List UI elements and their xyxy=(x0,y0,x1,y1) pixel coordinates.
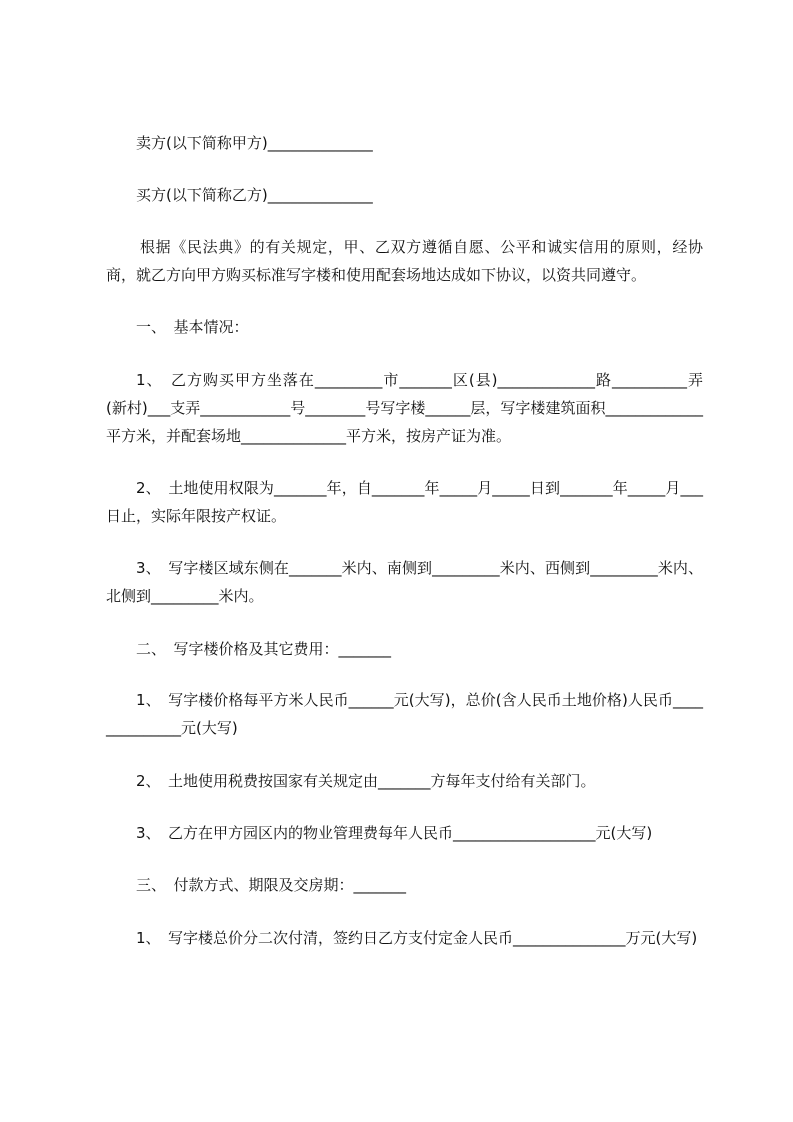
section-3-clause-1: 1、 写字楼总价分二次付清，签约日乙方支付定金人民币_______________万元(大写) xyxy=(136,929,698,947)
section-2-heading: 二、 写字楼价格及其它费用：_______ xyxy=(136,640,392,658)
intro-paragraph: 根据《民法典》的有关规定，甲、乙双方遵循自愿、公平和诚实信用的原则，经协商，就乙方向甲方购买标准写字楼和使用配套场地达成如下协议，以资共同遵守。 xyxy=(106,238,703,284)
section-2-clause-2: 2、 土地使用税费按国家有关规定由_______方每年支付给有关部门。 xyxy=(136,772,596,790)
section-2-clause-1: 1、 写字楼价格每平方米人民币______元(大写)，总价(含人民币土地价格)人民币______________元(大写) xyxy=(106,691,703,737)
section-2-clause-3: 3、 乙方在甲方园区内的物业管理费每年人民币___________________元(大写) xyxy=(136,824,653,842)
section-3-heading: 三、 付款方式、期限及交房期：_______ xyxy=(136,876,407,894)
section-1-clause-3: 3、 写字楼区域东侧在_______米内、南侧到_________米内、西侧到_________米内、北侧到_________米内。 xyxy=(106,559,703,605)
seller-line: 卖方(以下简称甲方)______________ xyxy=(136,134,373,152)
section-1-clause-1: 1、 乙方购买甲方坐落在_________市_______区(县)_____________路__________弄(新村)___支弄____________号________号写字楼______层，写字楼建筑面积_____________平方米，并配套场地______________平方米，按房产证为准。 xyxy=(106,371,703,445)
section-1-clause-2: 2、 土地使用权限为_______年，自_______年_____月_____日到_______年_____月___日止，实际年限按产权证。 xyxy=(106,479,703,525)
buyer-line: 买方(以下简称乙方)______________ xyxy=(136,186,373,204)
section-1-heading: 一、 基本情况： xyxy=(136,318,249,336)
